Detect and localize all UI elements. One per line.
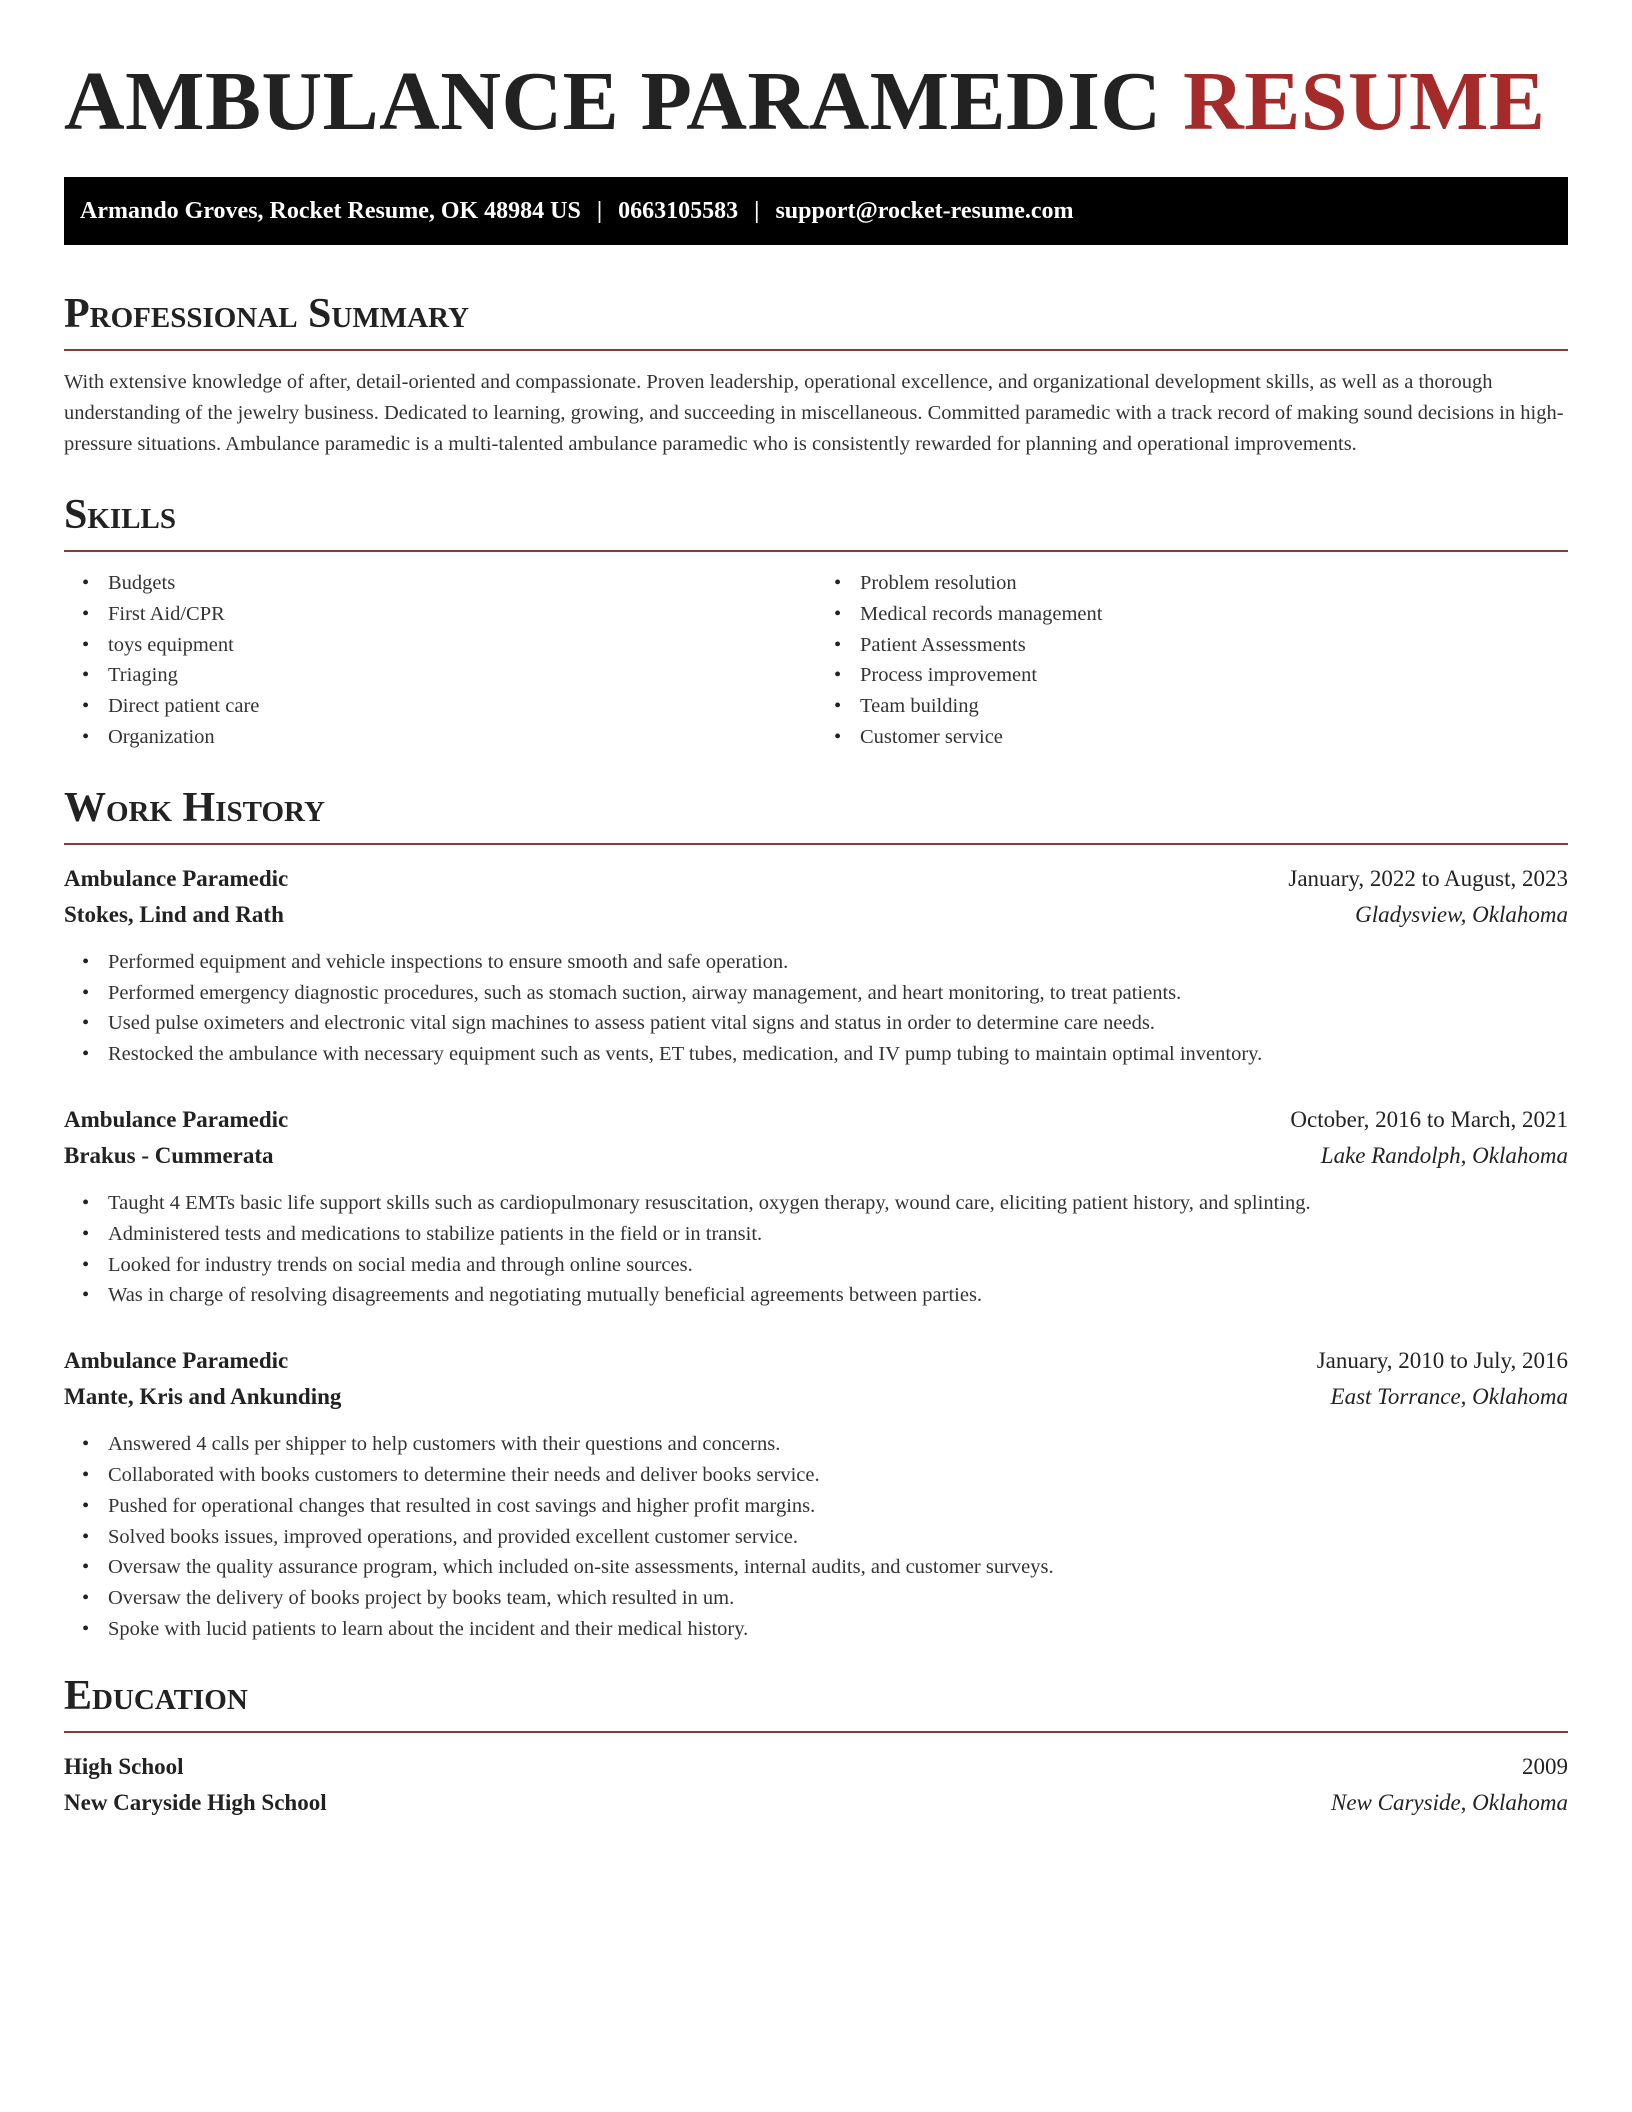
job-bullet: • Taught 4 EMTs basic life support skills such as cardiopulmonary resuscitation, oxygen therapy, wound care, eliciting patient history, and splinting. [108, 1188, 1568, 1219]
job-bullet: • Answered 4 calls per shipper to help customers with their questions and concerns. [108, 1429, 1568, 1460]
job-dates: January, 2022 to August, 2023 [1288, 865, 1568, 891]
job-bullet: • Was in charge of resolving disagreements and negotiating mutually beneficial agreements between parties. [108, 1280, 1568, 1311]
job-bullet: • Solved books issues, improved operations, and provided excellent customer service. [108, 1522, 1568, 1553]
job-company: Brakus - Cummerata [64, 1142, 274, 1168]
summary-heading: Professional Summary [64, 289, 1568, 351]
work-history-heading: Work History [64, 783, 1568, 845]
job-bullet: • Spoke with lucid patients to learn about the incident and their medical history. [108, 1614, 1568, 1645]
skill-item: • Triaging [108, 660, 816, 691]
title-main: AMBULANCE PARAMEDIC [64, 55, 1162, 148]
job-company-row [64, 897, 1568, 933]
work-history-section [64, 783, 1568, 1645]
skill-item: • toys equipment [108, 630, 816, 661]
job-dates: January, 2010 to July, 2016 [1316, 1348, 1568, 1374]
job-bullet: • Performed emergency diagnostic procedures, such as stomach suction, airway management, and heart monitoring, to treat patients. [108, 978, 1568, 1009]
skill-item: • Patient Assessments [860, 630, 1568, 661]
skill-item: • Customer service [860, 722, 1568, 753]
contact-separator: | [754, 197, 760, 224]
contact-email: support@rocket-resume.com [775, 197, 1074, 224]
education-school-row [64, 1785, 1568, 1821]
skills-column-left [64, 568, 816, 753]
education-header-row [64, 1749, 1568, 1785]
job-company: Mante, Kris and Ankunding [64, 1384, 342, 1410]
job-bullet: • Looked for industry trends on social media and through online sources. [108, 1250, 1568, 1281]
job-title: Ambulance Paramedic [64, 865, 289, 891]
job-location: East Torrance, Oklahoma [1330, 1384, 1568, 1410]
job-location: Gladysview, Oklahoma [1355, 901, 1568, 927]
education-entry [64, 1749, 1568, 1821]
job-company-row [64, 1379, 1568, 1415]
job-header-row [64, 1102, 1568, 1138]
job-dates: October, 2016 to March, 2021 [1290, 1106, 1568, 1132]
contact-separator: | [596, 197, 603, 224]
skill-item: • Budgets [108, 568, 816, 599]
job-entry [64, 1102, 1568, 1311]
skills-column-right [816, 568, 1568, 753]
job-header-row [64, 1343, 1568, 1379]
skill-item: • Problem resolution [860, 568, 1568, 599]
job-bullets [64, 947, 1568, 1070]
skill-item: • Organization [108, 722, 816, 753]
job-title: Ambulance Paramedic [64, 1348, 289, 1374]
job-company-row [64, 1138, 1568, 1174]
job-bullet: • Used pulse oximeters and electronic vital sign machines to assess patient vital signs and status in order to determine care needs. [108, 1008, 1568, 1039]
job-bullet: • Collaborated with books customers to determine their needs and deliver books service. [108, 1460, 1568, 1491]
title-accent: RESUME [1183, 55, 1546, 148]
job-location: Lake Randolph, Oklahoma [1320, 1142, 1568, 1168]
job-bullet: • Pushed for operational changes that resulted in cost savings and higher profit margins. [108, 1491, 1568, 1522]
education-location: New Caryside, Oklahoma [1330, 1789, 1568, 1815]
resume-title [64, 52, 1568, 152]
education-school: New Caryside High School [64, 1789, 327, 1815]
education-heading: Education [64, 1671, 1568, 1733]
job-bullet: • Administered tests and medications to stabilize patients in the field or in transit. [108, 1219, 1568, 1250]
contact-phone: 0663105583 [618, 197, 739, 224]
job-bullets [64, 1429, 1568, 1645]
job-entry [64, 1343, 1568, 1645]
skill-item: • Medical records management [860, 599, 1568, 630]
skill-item: • First Aid/CPR [108, 599, 816, 630]
summary-section [64, 289, 1568, 460]
skills-section [64, 490, 1568, 753]
education-section [64, 1671, 1568, 1821]
education-degree: High School [64, 1753, 184, 1779]
contact-bar [64, 177, 1568, 245]
education-year: 2009 [1522, 1753, 1568, 1779]
skills-heading: Skills [64, 490, 1568, 552]
job-title: Ambulance Paramedic [64, 1106, 289, 1132]
job-bullet: • Oversaw the delivery of books project by books team, which resulted in um. [108, 1583, 1568, 1614]
job-header-row [64, 861, 1568, 897]
job-entry [64, 861, 1568, 1070]
skill-item: • Process improvement [860, 660, 1568, 691]
skill-item: • Direct patient care [108, 691, 816, 722]
summary-text: With extensive knowledge of after, detail-oriented and compassionate. Proven leadership, operational excellence, and organizational development skills, as well as a thorough understanding of the jewelry business. Dedicated to learning, growing, and succeeding in miscellaneous. Committed paramedic with a track record of making sound decisions in high-pressure situations. Ambulance paramedic is a multi-talented ambulance paramedic who is consistently rewarded for planning and operational improvements. [64, 371, 1564, 455]
job-bullets [64, 1188, 1568, 1311]
job-company: Stokes, Lind and Rath [64, 901, 284, 927]
job-bullet: • Oversaw the quality assurance program, which included on-site assessments, internal audits, and customer surveys. [108, 1552, 1568, 1583]
contact-address: Armando Groves, Rocket Resume, OK 48984 US [80, 197, 581, 224]
skills-grid [64, 568, 1568, 753]
job-bullet: • Performed equipment and vehicle inspections to ensure smooth and safe operation. [108, 947, 1568, 978]
skill-item: • Team building [860, 691, 1568, 722]
job-bullet: • Restocked the ambulance with necessary equipment such as vents, ET tubes, medication, and IV pump tubing to maintain optimal inventory. [108, 1039, 1568, 1070]
